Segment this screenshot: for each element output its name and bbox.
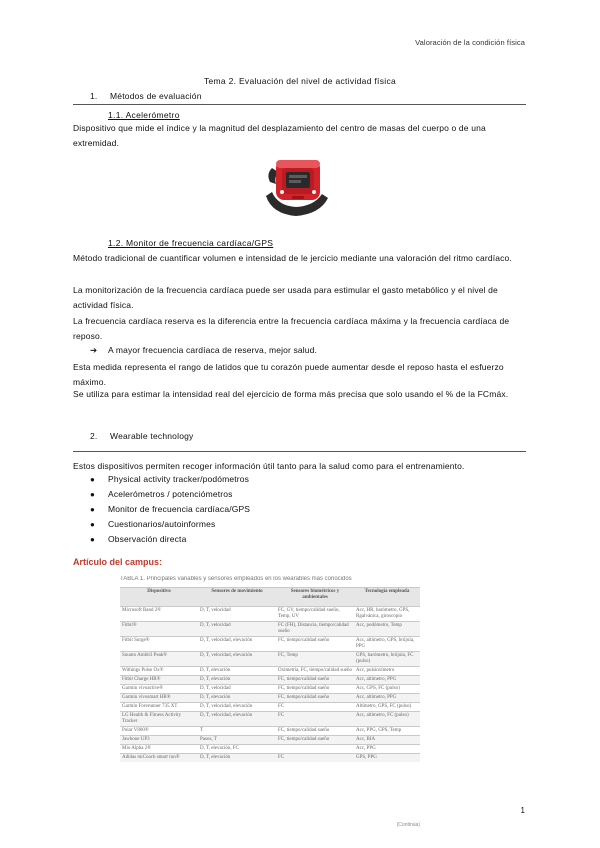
- table-cell: D, T, velocidad: [198, 622, 276, 637]
- table-cell: D, T, velocidad: [198, 607, 276, 622]
- subsection-1-2-paragraph-1: Método tradicional de cuantificar volumen e intensidad de le jercicio mediante una valoración del ritmo cardíaco.: [73, 253, 512, 263]
- table-cell: D, T, velocidad, elevación: [198, 652, 276, 667]
- table-header-row: [120, 588, 420, 607]
- table-cell: LG Health & Fitness Activity Tracker: [120, 712, 198, 727]
- table-cell: Withings Pulse Ox®: [120, 667, 198, 676]
- table-cell: Mio Alpha 2®: [120, 745, 198, 754]
- table-cell: FC, GV, tiempo/calidad sueño, Temp, UV: [276, 607, 354, 622]
- table-cell: D, T, elevación: [198, 667, 276, 676]
- table-cell: D, T, elevación, FC: [198, 745, 276, 754]
- section-2-title: Wearable technology: [110, 431, 194, 441]
- list-item: ● Observación directa: [90, 532, 250, 547]
- table-cell: D, T, velocidad, elevación: [198, 637, 276, 652]
- table-cell: [276, 745, 354, 754]
- table-row: [120, 712, 420, 727]
- table-row: [120, 694, 420, 703]
- section-2-rule: [73, 451, 526, 452]
- table-cell: D, T, elevación: [198, 676, 276, 685]
- table-row: [120, 667, 420, 676]
- section-2-intro: Estos dispositivos permiten recoger información útil tanto para la salud como para el entrenamiento.: [73, 461, 465, 471]
- bullet-icon: ●: [90, 520, 95, 529]
- table-cell: Acc, podómetro, Temp: [354, 622, 420, 637]
- section-1-rule: [73, 104, 526, 105]
- subsection-1-2-paragraph-3: La frecuencia cardíaca reserva es la diferencia entre la frecuencia cardíaca máxima y la frecuencia cardíaca de reposo.: [73, 316, 510, 341]
- table-cell: Acc, BIA: [354, 736, 420, 745]
- list-item: ● Cuestionarios/autoinformes: [90, 517, 250, 532]
- table-cell: FC: [276, 712, 354, 727]
- table-cell: FC (FH), Distancia, tiempo/calidad sueño: [276, 622, 354, 637]
- wearable-list: [90, 472, 250, 547]
- table-cell: T: [198, 727, 276, 736]
- column-header: Dispositivo: [120, 588, 198, 607]
- table-cell: Acc, altímetro, PPG: [354, 676, 420, 685]
- scanned-table-caption: TABLA 1. Principales variables y sensores empleados en los wearables más conocidos: [120, 576, 352, 582]
- table-cell: Acc, altímetro, PPG: [354, 694, 420, 703]
- section-1-title: Métodos de evaluación: [110, 91, 202, 101]
- arrow-right-icon: ➔: [90, 345, 98, 355]
- table-cell: Microsoft Band 2®: [120, 607, 198, 622]
- table-row: [120, 754, 420, 763]
- table-cell: FC, tiempo/calidad sueño: [276, 694, 354, 703]
- list-item: ● Monitor de frecuencia cardíaca/GPS: [90, 502, 250, 517]
- table-cell: Garmin Forerunner 735 XT: [120, 703, 198, 712]
- table-cell: Fitbit Surge®: [120, 637, 198, 652]
- column-header: Tecnología empleada: [354, 588, 420, 607]
- table-row: [120, 736, 420, 745]
- table-cell: Suunto Ambit3 Peak®: [120, 652, 198, 667]
- table-cell: D, T, velocidad, elevación: [198, 712, 276, 727]
- table-row: [120, 622, 420, 637]
- scanned-article-table: [120, 576, 420, 828]
- scanned-table-footer: (Continúa): [396, 822, 420, 828]
- table-cell: FC: [276, 754, 354, 763]
- table-row: [120, 607, 420, 622]
- subsection-1-2-title: 1.2. Monitor de frecuencia cardíaca/GPS: [108, 238, 274, 248]
- table-row: [120, 703, 420, 712]
- table-cell: FC, Temp: [276, 652, 354, 667]
- section-1-number: 1.: [90, 91, 98, 101]
- table-cell: Altímetro, GPS, FC (pulso): [354, 703, 420, 712]
- table-cell: Acc, GPS, FC (pulso): [354, 685, 420, 694]
- subsection-1-2-paragraph-2: La monitorización de la frecuencia cardíaca puede ser usada para estimular el gasto metabólico y el nivel de actividad física.: [73, 285, 498, 310]
- table-cell: GPS, PPG: [354, 754, 420, 763]
- table-cell: Oximetría, FC, tiempo/calidad sueño: [276, 667, 354, 676]
- subsection-1-2-paragraph-4: Esta medida representa el rango de latidos que tu corazón puede aumentar desde el reposo hasta el esfuerzo máximo.: [73, 362, 504, 387]
- key-point: [90, 345, 317, 356]
- column-header: Sensores biométricos y ambientales: [276, 588, 354, 607]
- wearables-table: [120, 587, 420, 762]
- subsection-1-1-text: Dispositivo que mide el índice y la magnitud del desplazamiento del centro de masas del cuerpo o de una extremidad.: [73, 123, 486, 148]
- document-title: Tema 2. Evaluación del nivel de actividad física: [203, 76, 397, 86]
- table-row: [120, 727, 420, 736]
- table-body: [120, 607, 420, 763]
- table-cell: Garmin vivosmart HR®: [120, 694, 198, 703]
- table-cell: D, T, elevación: [198, 754, 276, 763]
- column-header: Sensores de movimiento: [198, 588, 276, 607]
- table-cell: FC, tiempo/calidad sueño: [276, 685, 354, 694]
- table-row: [120, 676, 420, 685]
- accelerometer-watch-image: [262, 152, 332, 220]
- table-cell: FC, tiempo/calidad sueño: [276, 727, 354, 736]
- table-cell: FC, tiempo/calidad sueño: [276, 637, 354, 652]
- table-cell: Acc, HR, barómetro, GPS, Rgalvánica, giroscopio: [354, 607, 420, 622]
- table-cell: Fitbit Charge HR®: [120, 676, 198, 685]
- campus-article-label: Artículo del campus:: [73, 557, 163, 567]
- table-cell: D, T, elevación: [198, 694, 276, 703]
- table-cell: Jawbone UP3: [120, 736, 198, 745]
- section-2-heading: [90, 431, 194, 441]
- bullet-icon: ●: [90, 505, 95, 514]
- bullet-icon: ●: [90, 535, 95, 544]
- table-row: [120, 685, 420, 694]
- table-cell: FC, tiempo/calidad sueño: [276, 736, 354, 745]
- table-cell: Acc, pulsioxímetro: [354, 667, 420, 676]
- table-cell: Acc, altímetro, GPS, brújula, PPG: [354, 637, 420, 652]
- table-cell: Polar V800®: [120, 727, 198, 736]
- table-row: [120, 652, 420, 667]
- table-row: [120, 637, 420, 652]
- running-header: Valoración de la condición física: [415, 38, 525, 47]
- list-item: ● Physical activity tracker/podómetros: [90, 472, 250, 487]
- bullet-icon: ●: [90, 475, 95, 484]
- table-cell: Garmin vivoactive®: [120, 685, 198, 694]
- table-row: [120, 745, 420, 754]
- table-cell: GPS, barómetro, brújula, FC (pulso): [354, 652, 420, 667]
- table-cell: D, T, velocidad: [198, 685, 276, 694]
- key-point-text: A mayor frecuencia cardíaca de reserva, mejor salud.: [108, 345, 318, 355]
- table-cell: Acc, PPG: [354, 745, 420, 754]
- table-cell: Adidas miCoach smart run®: [120, 754, 198, 763]
- table-cell: Pasos, T: [198, 736, 276, 745]
- table-cell: Acc, PPG, GPS, Temp: [354, 727, 420, 736]
- table-cell: D, T, velocidad, elevación: [198, 703, 276, 712]
- table-cell: Fitbit®: [120, 622, 198, 637]
- table-cell: FC: [276, 703, 354, 712]
- page-number: 1: [520, 806, 525, 815]
- section-1-heading: [90, 91, 202, 101]
- bullet-icon: ●: [90, 490, 95, 499]
- section-2-number: 2.: [90, 431, 98, 441]
- subsection-1-1-title: 1.1. Acelerómetro: [108, 110, 180, 120]
- table-cell: FC, tiempo/calidad sueño: [276, 676, 354, 685]
- subsection-1-2-paragraph-5: Se utiliza para estimar la intensidad real del ejercicio de forma más precisa que solo usando el % de la FCmáx.: [73, 389, 509, 399]
- table-cell: Acc, altímetro, FC (pulso): [354, 712, 420, 727]
- list-item: ● Acelerómetros / potenciómetros: [90, 487, 250, 502]
